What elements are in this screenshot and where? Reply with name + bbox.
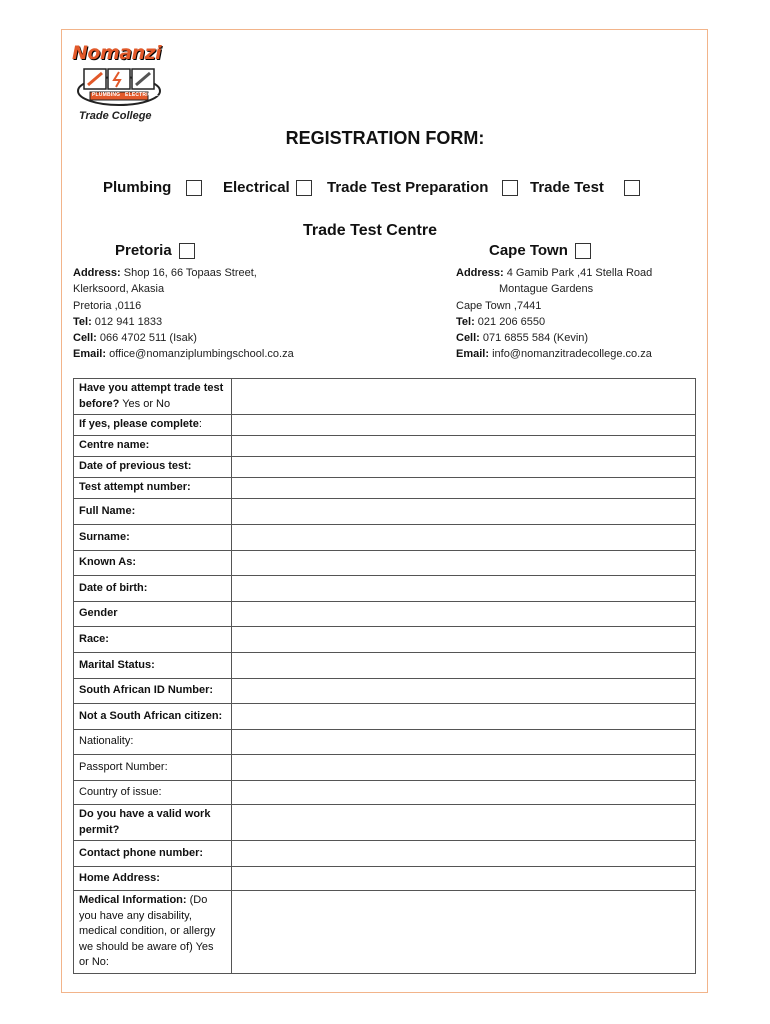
table-row (74, 841, 696, 867)
field-label: Nationality: (74, 730, 232, 755)
table-row (74, 867, 696, 891)
option-trade-test-prep-label: Trade Test Preparation (327, 179, 489, 196)
medical-info-field[interactable] (232, 891, 696, 974)
table-row (74, 576, 696, 602)
race-field[interactable] (232, 627, 696, 653)
logo-tagline: Trade College (79, 110, 152, 122)
table-row (74, 499, 696, 525)
registration-table (73, 378, 696, 974)
option-trade-test-prep[interactable] (327, 179, 518, 196)
pretoria-address-block (73, 265, 294, 363)
centre-pretoria[interactable] (115, 242, 195, 259)
option-plumbing[interactable] (103, 179, 202, 196)
table-row (74, 415, 696, 436)
electrical-checkbox[interactable] (296, 180, 312, 196)
plumbing-checkbox[interactable] (186, 180, 202, 196)
tel-label: Tel: (456, 315, 475, 328)
centre-pretoria-label: Pretoria (115, 242, 172, 259)
trade-test-prep-checkbox[interactable] (502, 180, 518, 196)
trade-test-checkbox[interactable] (624, 180, 640, 196)
field-label: Medical Information: (Do you have any disability, medical condition, or allergy we should be aware of) Yes or No: (74, 891, 232, 974)
table-row (74, 379, 696, 415)
table-row (74, 653, 696, 679)
email-label: Email: (456, 348, 490, 361)
address-line: Pretoria ,0116 (73, 299, 142, 312)
email-label: Email: (73, 348, 107, 361)
table-row (74, 551, 696, 576)
address-label: Address: (456, 267, 504, 279)
address-line: Shop 16, 66 Topaas Street, (120, 267, 257, 279)
college-logo (70, 40, 170, 126)
centre-name-field[interactable] (232, 436, 696, 457)
cell-label: Cell: (456, 332, 480, 345)
field-label: Race: (74, 627, 232, 653)
centre-capetown-label: Cape Town (489, 242, 568, 259)
cell-label: Cell: (73, 332, 97, 345)
field-label: Country of issue: (74, 781, 232, 805)
field-label: Passport Number: (74, 755, 232, 781)
capetown-address-block (456, 265, 652, 363)
email-value: info@nomanzitradecollege.co.za (489, 348, 652, 361)
table-row (74, 704, 696, 730)
field-label: Contact phone number: (74, 841, 232, 867)
table-row (74, 891, 696, 974)
gender-field[interactable] (232, 602, 696, 627)
previous-attempt-field[interactable] (232, 379, 696, 415)
passport-number-field[interactable] (232, 755, 696, 781)
option-electrical-label: Electrical (223, 179, 290, 196)
contact-phone-field[interactable] (232, 841, 696, 867)
option-electrical[interactable] (223, 179, 312, 196)
email-value: office@nomanziplumbingschool.co.za (106, 348, 294, 361)
capetown-checkbox[interactable] (575, 243, 591, 259)
logo-emblem-icon (76, 67, 162, 107)
table-row (74, 679, 696, 704)
table-row (74, 478, 696, 499)
field-label: Have you attempt trade test before? Yes or No (74, 379, 232, 415)
tel-value: 021 206 6550 (474, 315, 546, 328)
address-line: Klerksoord, Akasia (73, 283, 165, 296)
tel-value: 012 941 1833 (91, 315, 163, 328)
cell-value: 071 6855 584 (Kevin) (479, 332, 589, 345)
date-of-birth-field[interactable] (232, 576, 696, 602)
option-plumbing-label: Plumbing (103, 179, 172, 196)
sa-id-number-field[interactable] (232, 679, 696, 704)
option-trade-test-label: Trade Test (530, 179, 604, 196)
table-row (74, 627, 696, 653)
non-citizen-field[interactable] (232, 704, 696, 730)
table-row (74, 436, 696, 457)
table-row (74, 602, 696, 627)
nationality-field[interactable] (232, 730, 696, 755)
cell-value: 066 4702 511 (Isak) (96, 332, 197, 345)
field-label: Date of birth: (74, 576, 232, 602)
table-row (74, 805, 696, 841)
form-title: REGISTRATION FORM: (285, 128, 485, 148)
field-label: Home Address: (74, 867, 232, 891)
field-label: If yes, please complete: (74, 415, 232, 436)
full-name-field[interactable] (232, 499, 696, 525)
previous-test-date-field[interactable] (232, 457, 696, 478)
field-label: Centre name: (74, 436, 232, 457)
marital-status-field[interactable] (232, 653, 696, 679)
table-row (74, 457, 696, 478)
field-label: Gender (74, 602, 232, 627)
logo-name: Nomanzi (72, 42, 162, 64)
centre-title: Trade Test Centre (303, 222, 437, 239)
table-row (74, 781, 696, 805)
work-permit-field[interactable] (232, 805, 696, 841)
address-line: 4 Gamib Park ,41 Stella Road (503, 267, 653, 279)
field-label: Marital Status: (74, 653, 232, 679)
pretoria-checkbox[interactable] (179, 243, 195, 259)
home-address-field[interactable] (232, 867, 696, 891)
attempt-number-field[interactable] (232, 478, 696, 499)
logo-banner: PLUMBING ELECTRICAL (92, 92, 159, 98)
surname-field[interactable] (232, 525, 696, 551)
address-line: Cape Town ,7441 (456, 299, 542, 312)
table-row (74, 730, 696, 755)
field-label: Do you have a valid work permit? (74, 805, 232, 841)
address-line: Montague Gardens (499, 283, 594, 296)
known-as-field[interactable] (232, 551, 696, 576)
country-of-issue-field[interactable] (232, 781, 696, 805)
centre-capetown[interactable] (489, 242, 591, 259)
field-label: Full Name: (74, 499, 232, 525)
tel-label: Tel: (73, 315, 92, 328)
field-label: Not a South African citizen: (74, 704, 232, 730)
table-row (74, 525, 696, 551)
field-label: South African ID Number: (74, 679, 232, 704)
field-label: Test attempt number: (74, 478, 232, 499)
field-label: Date of previous test: (74, 457, 232, 478)
table-row (74, 755, 696, 781)
field-label: Known As: (74, 551, 232, 576)
option-trade-test[interactable] (530, 179, 640, 196)
field-label: Surname: (74, 525, 232, 551)
if-yes-field[interactable] (232, 415, 696, 436)
address-label: Address: (73, 267, 121, 279)
